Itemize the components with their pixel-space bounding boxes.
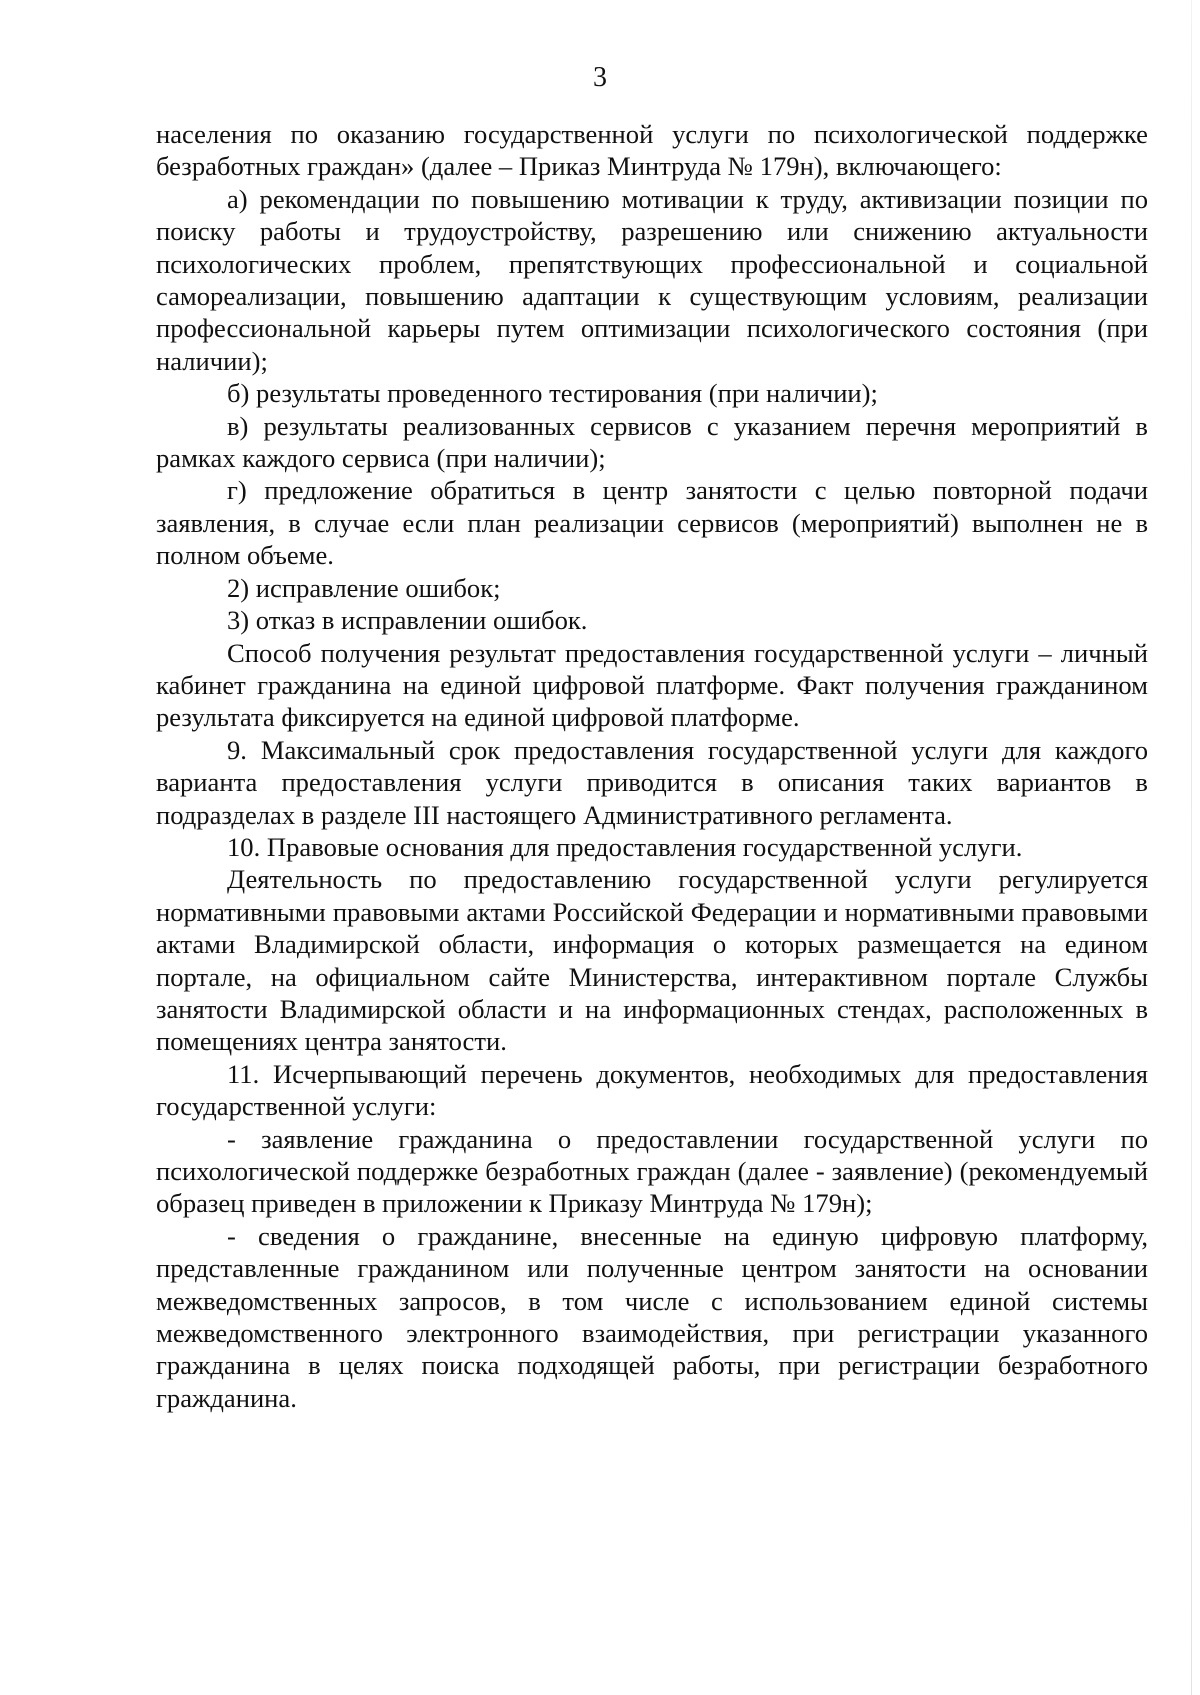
paragraph-item-b: б) результаты проведенного тестирования (при наличии); xyxy=(227,378,878,409)
paragraph-intro-continuation: населения по оказанию государственной услуги по психологической поддержке безработных граждан» (далее – Приказ Минтруда № 179н), включающего: xyxy=(156,119,1148,182)
paragraph-item-g: г) предложение обратиться в центр занятости с целью повторной подачи заявления, в случае если план реализации сервисов (мероприятий) выполнен не в полном объеме. xyxy=(156,475,1148,571)
paragraph-legal-basis: Деятельность по предоставлению государственной услуги регулируется нормативными правовыми актами Российской Федерации и нормативными правовыми актами Владимирской области, информация о которых размещается на едином портале, на официальном сайте Министерства, интерактивном портале Службы занятости Владимирской области и на информационных стендах, расположенных в помещениях центра занятости. xyxy=(156,864,1148,1057)
paragraph-item-a: а) рекомендации по повышению мотивации к труду, активизации позиции по поиску работы и трудоустройству, разрешению или снижению актуальности психологических проблем, препятствующих профессиональной и социальной самореализации, повышению адаптации к существующим условиям, реализации профессиональной карьеры путем оптимизации психологического состояния (при наличии); xyxy=(156,183,1148,376)
paragraph-item-3: 3) отказ в исправлении ошибок. xyxy=(227,605,588,636)
paragraph-section-11: 11. Исчерпывающий перечень документов, необходимых для предоставления государственной услуги: xyxy=(156,1058,1148,1122)
scan-edge xyxy=(1191,0,1192,1695)
document-body xyxy=(156,118,1148,1414)
paragraph-section-9: 9. Максимальный срок предоставления государственной услуги для каждого варианта предоставления услуги приводится в описания таких вариантов в подразделах в разделе III настоящего Административного регламента. xyxy=(156,734,1148,830)
paragraph-doc-application: - заявление гражданина о предоставлении государственной услуги по психологической поддержке безработных граждан (далее - заявление) (рекомендуемый образец приведен в приложении к Приказу Минтруда № 179н); xyxy=(156,1123,1148,1219)
page-number: 3 xyxy=(593,62,607,93)
paragraph-section-10: 10. Правовые основания для предоставления государственной услуги. xyxy=(227,831,1023,862)
paragraph-result-method: Способ получения результат предоставления государственной услуги – личный кабинет гражданина на единой цифровой платформе. Факт получения гражданином результата фиксируется на единой цифровой платформе. xyxy=(156,637,1148,733)
paragraph-doc-citizen-info: - сведения о гражданине, внесенные на единую цифровую платформу, представленные гражданином или полученные центром занятости на основании межведомственных запросов, в том числе с использованием единой системы межведомственного электронного взаимодействия, при регистрации указанного гражданина в целях поиска подходящей работы, при регистрации безработного гражданина. xyxy=(156,1220,1148,1413)
paragraph-item-v: в) результаты реализованных сервисов с указанием перечня мероприятий в рамках каждого сервиса (при наличии); xyxy=(156,410,1148,474)
paragraph-item-2: 2) исправление ошибок; xyxy=(227,572,501,603)
